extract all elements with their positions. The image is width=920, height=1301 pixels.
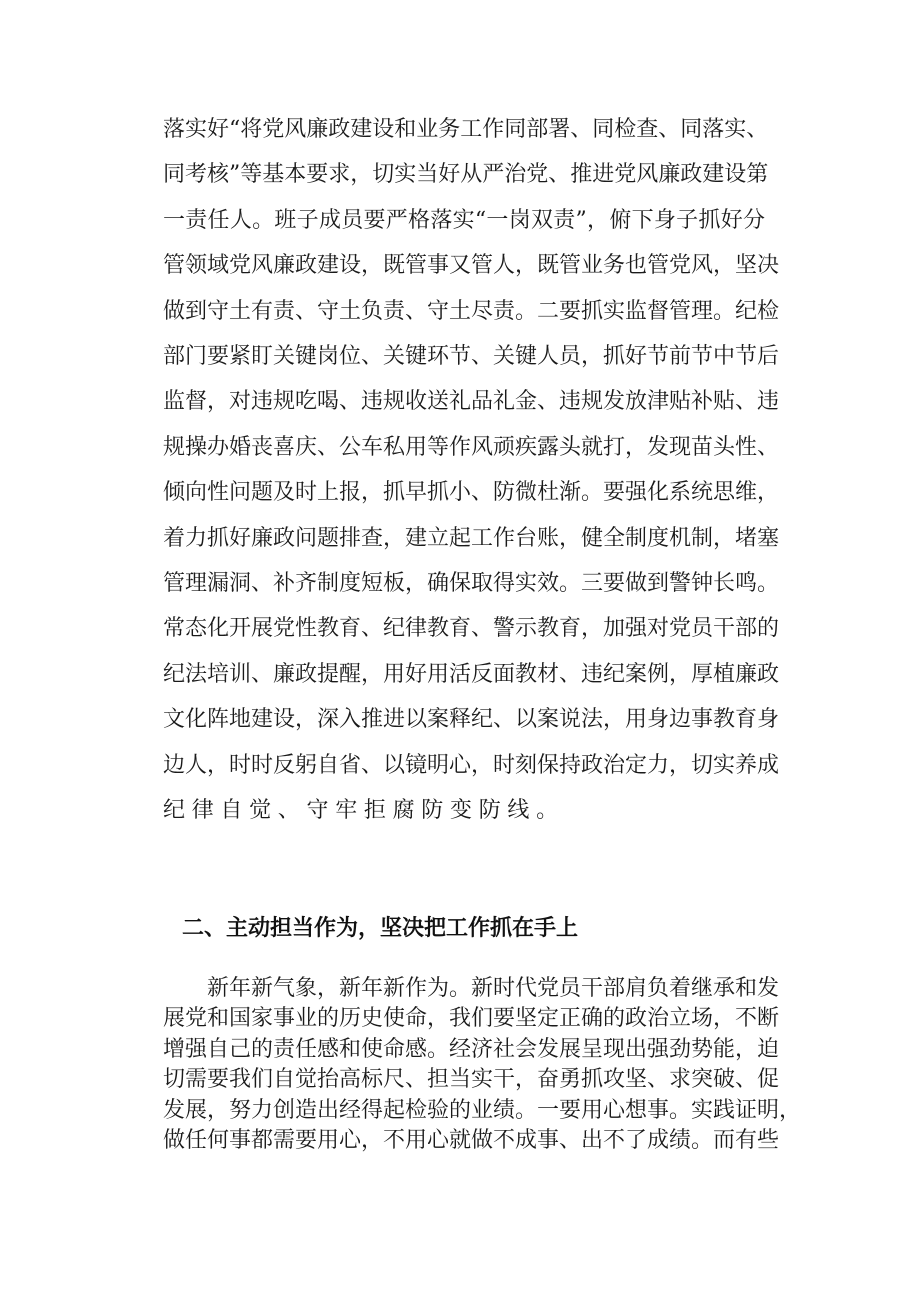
- section-heading: 二、主动担当作为，坚决把工作抓在手上: [182, 916, 579, 941]
- text-line: 同考核”等基本要求，切实当好从严治党、推进党风廉政建设第: [163, 162, 769, 188]
- text-line: 落实好“将党风廉政建设和业务工作同部署、同检查、同落实、: [163, 117, 769, 142]
- text-line: 监督，对违规吃喝、违规收送礼品礼金、违规发放津贴补贴、违: [163, 389, 780, 415]
- text-line: 发展，努力创造出经得起检验的业绩。一要用心想事。实践证明，: [163, 1097, 802, 1123]
- text-line: 着力抓好廉政问题排查，建立起工作台账，健全制度机制，堵塞: [163, 525, 780, 551]
- text-line: 部门要紧盯关键岗位、关键环节、关键人员，抓好节前节中节后: [163, 344, 780, 369]
- text-line: 规操办婚丧喜庆、公车私用等作风顽疾露头就打，发现苗头性、: [163, 434, 780, 460]
- text-line: 做到守土有责、守土负责、守土尽责。二要抓实监督管理。纪检: [163, 298, 780, 324]
- text-line: 新年新气象，新年新作为。新时代党员干部肩负着继承和发: [207, 976, 780, 1001]
- text-line: 管领域党风廉政建设，既管事又管人，既管业务也管党风，坚决: [163, 253, 780, 279]
- text-line: 展党和国家事业的历史使命，我们要坚定正确的政治立场，不断: [163, 1006, 780, 1032]
- text-line: 文化阵地建设，深入推进以案释纪、以案说法，用身边事教育身: [163, 707, 780, 733]
- text-line: 切需要我们自觉抬高标尺、担当实干，奋勇抓攻坚、求突破、促: [163, 1067, 780, 1093]
- text-line: 做任何事都需要用心，不用心就做不成事、出不了成绩。而有些: [163, 1128, 780, 1153]
- text-line: 常态化开展党性教育、纪律教育、警示教育，加强对党员干部的: [163, 616, 780, 642]
- text-line: 倾向性问题及时上报，抓早抓小、防微杜渐。要强化系统思维，: [163, 480, 780, 506]
- text-line: 纪律自觉、守牢拒腐防变防线。: [163, 798, 565, 823]
- text-line: 管理漏洞、补齐制度短板，确保取得实效。三要做到警钟长鸣。: [163, 571, 780, 596]
- text-line: 纪法培训、廉政提醒，用好用活反面教材、违纪案例，厚植廉政: [163, 661, 780, 687]
- text-line: 一责任人。班子成员要严格落实“一岗双责”，俯下身子抓好分: [163, 207, 765, 233]
- text-line: 边人，时时反躬自省、以镜明心，时刻保持政治定力，切实养成: [163, 752, 780, 778]
- text-line: 增强自己的责任感和使命感。经济社会发展呈现出强劲势能，迫: [163, 1036, 780, 1062]
